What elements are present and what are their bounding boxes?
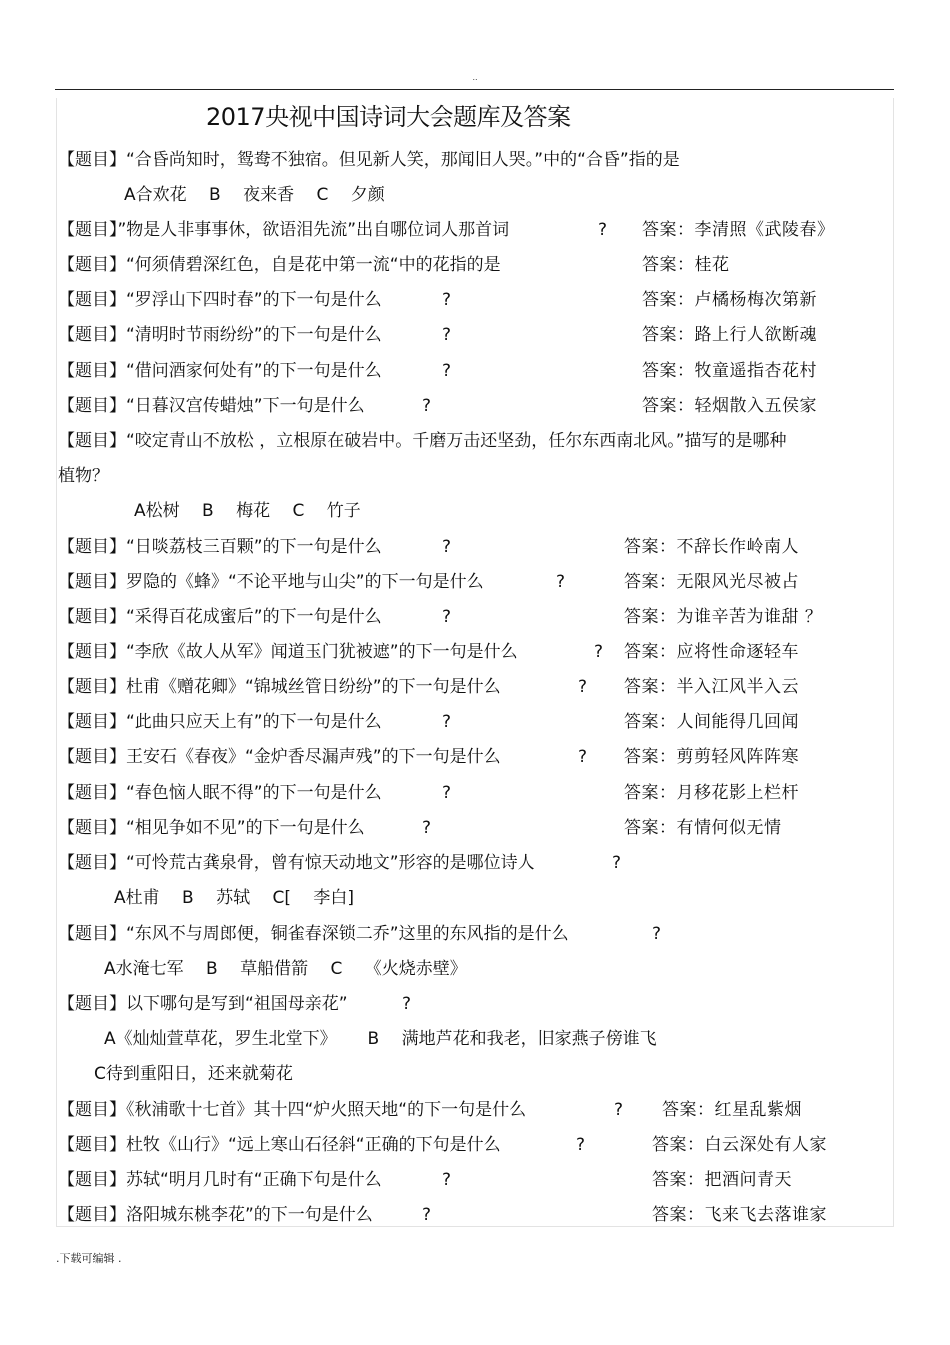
option-row <box>58 1022 890 1057</box>
question-row <box>58 283 890 318</box>
question-mark: ? <box>442 361 452 381</box>
question-text: 【题目】杜甫《赠花卿》“锦城丝管日纷纷”的下一句是什么 <box>58 677 501 697</box>
question-mark: ? <box>422 818 432 838</box>
page-title: 2017央视中国诗词大会题库及答案 <box>206 103 571 131</box>
question-row <box>58 1163 890 1198</box>
question-mark: ? <box>612 853 622 873</box>
question-text: 【题目】“采得百花成蜜后”的下一句是什么 <box>58 607 382 627</box>
question-row <box>58 740 890 775</box>
question-text: 【题目】以下哪句是写到“祖国母亲花” <box>58 994 348 1014</box>
option-row <box>58 494 890 529</box>
question-text: 【题目】”物是人非事事休，欲语泪先流”出自哪位词人那首词 <box>58 220 510 240</box>
question-mark: ? <box>578 747 588 767</box>
answer-text: 答案：剪剪轻风阵阵寒 <box>624 747 799 767</box>
question-mark: ? <box>402 994 412 1014</box>
question-text: 【题目】洛阳城东桃李花”的下一句是什么 <box>58 1205 373 1225</box>
question-row <box>58 600 890 635</box>
question-mark: ? <box>442 290 452 310</box>
question-text: 【题目】“李欣《故人从军》闻道玉门犹被遮”的下一句是什么 <box>58 642 518 662</box>
question-mark: ? <box>442 607 452 627</box>
question-row <box>58 776 890 811</box>
answer-text: 答案：应将性命逐轻车 <box>624 642 799 662</box>
question-text: 【题目】“咬定青山不放松 ，立根原在破岩中。千磨万击还坚劲，任尔东西南北风。”描写的是哪种 <box>58 431 787 451</box>
question-text: 【题目】“何须倩碧深红色，自是花中第一流“中的花指的是 <box>58 255 501 275</box>
question-mark: ? <box>442 537 452 557</box>
question-mark: ? <box>614 1100 624 1120</box>
question-row <box>58 213 890 248</box>
option-row <box>58 1057 890 1092</box>
question-mark: ? <box>598 220 608 240</box>
answer-text: 答案：桂花 <box>642 255 730 275</box>
answer-text: 答案：月移花影上栏杆 <box>624 783 799 803</box>
answer-text: 答案：有情何似无情 <box>624 818 782 838</box>
question-mark: ? <box>576 1135 586 1155</box>
question-mark: ? <box>556 572 566 592</box>
question-row <box>58 459 890 494</box>
question-row <box>58 424 890 459</box>
question-text: 【题目】“春色恼人眠不得”的下一句是什么 <box>58 783 382 803</box>
question-row <box>58 811 890 846</box>
option-row <box>58 178 890 213</box>
question-text: 【题目】苏轼“明月几时有“正确下句是什么 <box>58 1170 382 1190</box>
question-row <box>58 389 890 424</box>
question-text: 【题目】“日暮汉宫传蜡烛”下一句是什么 <box>58 396 365 416</box>
answer-text: 答案：把酒问青天 <box>652 1170 792 1190</box>
question-mark: ? <box>422 396 432 416</box>
answer-text: 答案：白云深处有人家 <box>652 1135 827 1155</box>
option-row <box>58 952 890 987</box>
answer-text: 答案：半入江风半入云 <box>624 677 799 697</box>
question-mark: ? <box>442 325 452 345</box>
answer-text: 答案：卢橘杨梅次第新 <box>642 290 817 310</box>
answer-text: 答案：人间能得几回闻 <box>624 712 799 732</box>
answer-options: A《灿灿萱草花，罗生北堂下》 B 满地芦花和我老，旧家燕子傍谁飞 <box>104 1029 657 1049</box>
answer-text: 答案：飞来飞去落谁家 <box>652 1205 827 1225</box>
answer-text: 答案：李清照《武陵春》 <box>642 220 835 240</box>
answer-text: 答案：不辞长作岭南人 <box>624 537 799 557</box>
question-text: 【题目】“合昏尚知时，鸳鸯不独宿。但见新人笑，那闻旧人哭。”中的“合昏”指的是 <box>58 150 680 170</box>
answer-options: A水淹七军 B 草船借箭 C 《火烧赤壁》 <box>104 959 467 979</box>
question-row <box>58 530 890 565</box>
question-row <box>58 565 890 600</box>
question-row <box>58 1198 890 1233</box>
title-block <box>56 98 892 138</box>
question-row <box>58 987 890 1022</box>
question-text: 【题目】“借问酒家何处有”的下一句是什么 <box>58 361 382 381</box>
question-row <box>58 1128 890 1163</box>
answer-text: 答案：牧童遥指杏花村 <box>642 361 817 381</box>
footer-note: .下载可编辑 . <box>56 1252 122 1265</box>
question-row <box>58 917 890 952</box>
answer-options: A合欢花 B 夜来香 C 夕颜 <box>124 185 385 205</box>
answer-options: A杜甫 B 苏轼 C[ 李白] <box>114 888 355 908</box>
question-text: 【题目】“可怜荒古龚泉骨，曾有惊天动地文”形容的是哪位诗人 <box>58 853 535 873</box>
question-text: 【题目】王安石《春夜》“金炉香尽漏声残”的下一句是什么 <box>58 747 501 767</box>
question-text: 【题目】杜牧《山行》“远上寒山石径斜“正确的下句是什么 <box>58 1135 501 1155</box>
answer-text: 答案：红星乱紫烟 <box>662 1100 802 1120</box>
question-text: 【题目】《秋浦歌十七首》其十四“炉火照天地“的下一句是什么 <box>58 1100 527 1120</box>
question-mark: ? <box>652 924 662 944</box>
question-text: 【题目】“日啖荔枝三百颗”的下一句是什么 <box>58 537 382 557</box>
option-row <box>58 881 890 916</box>
question-row <box>58 354 890 389</box>
question-text: 【题目】“相见争如不见”的下一句是什么 <box>58 818 365 838</box>
question-text: 【题目】“罗浮山下四时春”的下一句是什么 <box>58 290 382 310</box>
question-text: 【题目】“此曲只应天上有”的下一句是什么 <box>58 712 382 732</box>
question-row <box>58 670 890 705</box>
question-mark: ? <box>422 1205 432 1225</box>
answer-options: C待到重阳日，还来就菊花 <box>94 1064 293 1084</box>
question-mark: ? <box>442 783 452 803</box>
question-row <box>58 248 890 283</box>
question-row <box>58 143 890 178</box>
question-row <box>58 846 890 881</box>
question-mark: ? <box>442 1170 452 1190</box>
question-row <box>58 318 890 353</box>
answer-options: A松树 B 梅花 C 竹子 <box>134 501 361 521</box>
question-text: 植物？ <box>58 466 109 486</box>
header-mark: .. <box>472 73 478 82</box>
question-row <box>58 705 890 740</box>
answer-text: 答案：为谁辛苦为谁甜 ？ <box>624 607 823 627</box>
header-rule <box>55 89 894 90</box>
question-row <box>58 635 890 670</box>
question-mark: ? <box>594 642 604 662</box>
question-text: 【题目】罗隐的《蜂》“不论平地与山尖”的下一句是什么 <box>58 572 484 592</box>
answer-text: 答案：轻烟散入五侯家 <box>642 396 817 416</box>
question-mark: ? <box>442 712 452 732</box>
question-mark: ? <box>578 677 588 697</box>
question-text: 【题目】“清明时节雨纷纷”的下一句是什么 <box>58 325 382 345</box>
answer-text: 答案：无限风光尽被占 <box>624 572 799 592</box>
question-text: 【题目】“东风不与周郎便，铜雀春深锁二乔”这里的东风指的是什么 <box>58 924 569 944</box>
question-row <box>58 1093 890 1128</box>
answer-text: 答案：路上行人欲断魂 <box>642 325 817 345</box>
